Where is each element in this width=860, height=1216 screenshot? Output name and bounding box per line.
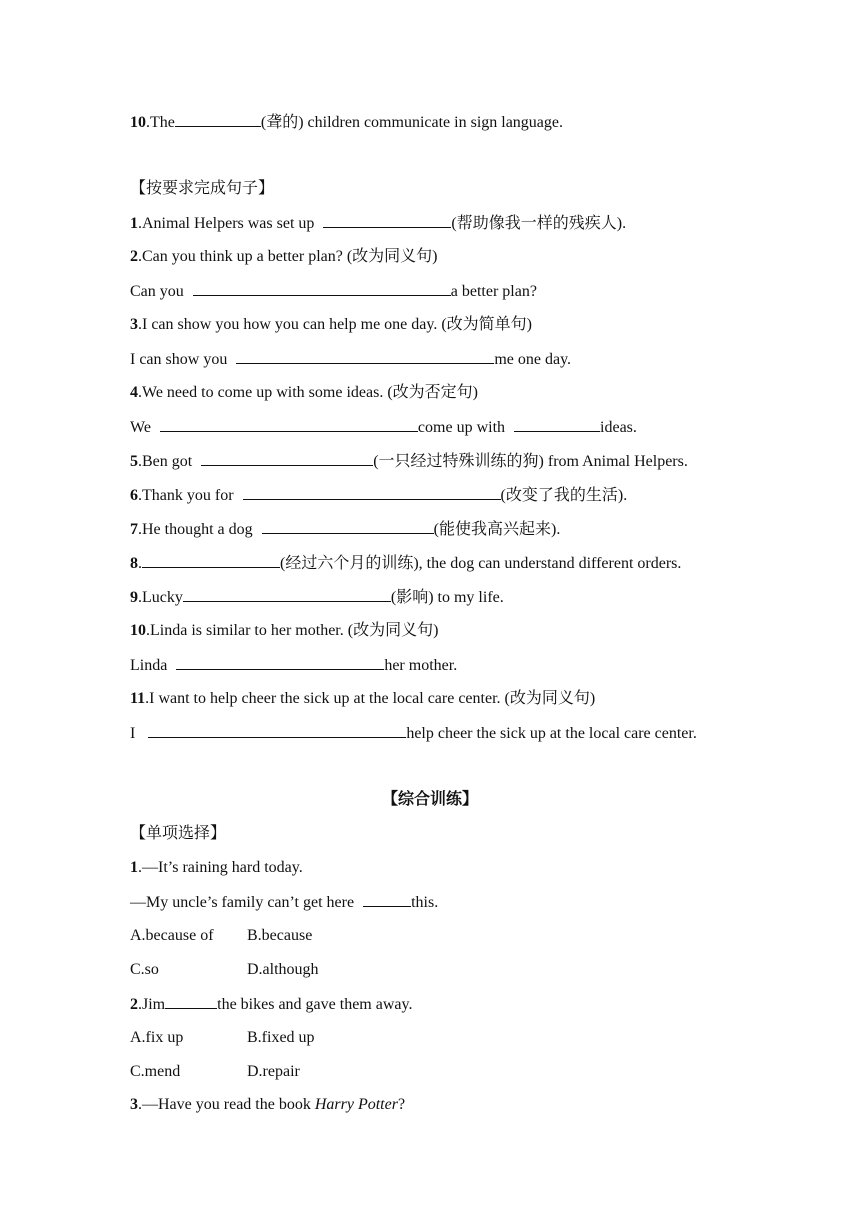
question-text: Linda (130, 657, 172, 674)
question-number: 10 (130, 622, 146, 639)
answer-blank[interactable] (183, 586, 391, 602)
question-text: (聋的) children communicate in sign language. (260, 114, 564, 131)
complete-item-2-answer (130, 280, 537, 302)
question-number: 2 (130, 996, 138, 1013)
question-number: 3 (130, 316, 138, 333)
question-text: .—Have you read the book (138, 1096, 315, 1113)
question-number: 10 (130, 114, 146, 131)
question-number: 11 (130, 690, 146, 707)
question-text: the bikes and gave them away. (217, 996, 413, 1013)
complete-item-9 (130, 586, 504, 608)
question-text: .Can you think up a better plan? (改为同义句) (138, 248, 438, 265)
question-text: .Animal Helpers was set up (138, 215, 319, 232)
question-text: . (138, 555, 142, 572)
question-number: 2 (130, 248, 138, 265)
mc-q1-options-row-2 (130, 959, 319, 981)
complete-item-10-answer (130, 654, 457, 676)
question-number: 1 (130, 215, 138, 232)
question-number: 4 (130, 384, 138, 401)
question-number: 9 (130, 589, 138, 606)
answer-blank[interactable] (323, 212, 451, 228)
question-text: (一只经过特殊训练的狗) from Animal Helpers. (373, 453, 688, 470)
question-text: .I want to help cheer the sick up at the local care center. (改为同义句) (145, 690, 596, 707)
question-text: (影响) to my life. (390, 589, 504, 606)
question-text: (帮助像我一样的残疾人). (451, 215, 627, 232)
answer-blank[interactable] (363, 891, 411, 907)
question-text: .The (146, 114, 175, 131)
question-number: 5 (130, 453, 138, 470)
answer-blank[interactable] (160, 416, 418, 432)
answer-blank[interactable] (193, 280, 451, 296)
question-text: .I can show you how you can help me one day. (改为简单句) (138, 316, 532, 333)
option-a[interactable]: A.fix up (130, 1029, 184, 1046)
mc-question-2 (130, 993, 412, 1015)
answer-blank[interactable] (236, 348, 494, 364)
answer-blank[interactable] (142, 552, 280, 568)
question-text: help cheer the sick up at the local care center. (406, 725, 697, 742)
question-text: ? (397, 1096, 406, 1113)
mc-question-1-reply (130, 891, 438, 913)
question-number: 6 (130, 487, 138, 504)
answer-blank[interactable] (243, 484, 501, 500)
answer-blank[interactable] (514, 416, 600, 432)
question-text: .—It’s raining hard today. (138, 859, 303, 876)
answer-blank[interactable] (262, 518, 434, 534)
complete-item-3 (130, 314, 532, 336)
question-text: We (130, 419, 155, 436)
book-title: Harry Potter (314, 1096, 398, 1113)
question-text: —My uncle’s family can’t get here (130, 894, 359, 911)
question-text: a better plan? (450, 283, 537, 300)
complete-item-11-answer (130, 722, 697, 744)
answer-blank[interactable] (176, 654, 384, 670)
section-heading-comprehensive: 【综合训练】 (381, 791, 478, 808)
option-b[interactable]: B.fixed up (247, 1029, 315, 1046)
complete-item-10 (130, 620, 438, 642)
question-text: I (130, 725, 140, 742)
question-text: (能使我高兴起来). (433, 521, 561, 538)
option-d[interactable]: D.repair (247, 1063, 300, 1080)
complete-item-11 (130, 688, 595, 710)
complete-item-1 (130, 212, 626, 234)
question-text: come up with (417, 419, 510, 436)
question-number: 7 (130, 521, 138, 538)
question-text: her mother. (384, 657, 458, 674)
complete-item-4 (130, 382, 478, 404)
question-number: 3 (130, 1096, 138, 1113)
complete-item-7 (130, 518, 560, 540)
complete-item-5 (130, 450, 688, 472)
answer-blank[interactable] (175, 111, 261, 127)
question-text: .Ben got (138, 453, 197, 470)
complete-item-6 (130, 484, 627, 506)
complete-item-3-answer (130, 348, 571, 370)
mc-question-1 (130, 857, 303, 879)
complete-item-4-answer (130, 416, 637, 438)
option-c[interactable]: C.so (130, 961, 159, 978)
answer-blank[interactable] (148, 722, 406, 738)
complete-item-8 (130, 552, 681, 574)
answer-blank[interactable] (201, 450, 373, 466)
question-text: .Jim (138, 996, 166, 1013)
question-text: me one day. (494, 351, 572, 368)
question-text: I can show you (130, 351, 232, 368)
option-c[interactable]: C.mend (130, 1063, 181, 1080)
question-text: (经过六个月的训练), the dog can understand different orders. (280, 555, 682, 572)
question-text: .Lucky (138, 589, 183, 606)
question-text: .Linda is similar to her mother. (改为同义句) (146, 622, 439, 639)
complete-item-2 (130, 246, 438, 268)
question-text: ideas. (600, 419, 637, 436)
mc-question-3 (130, 1094, 405, 1116)
question-text: .We need to come up with some ideas. (改为否定句) (138, 384, 478, 401)
option-a[interactable]: A.because of (130, 927, 214, 944)
question-text: Can you (130, 283, 188, 300)
question-10-deaf (130, 111, 563, 133)
question-text: .He thought a dog (138, 521, 257, 538)
question-text: this. (411, 894, 439, 911)
question-number: 1 (130, 859, 138, 876)
mc-q2-options-row-1 (130, 1027, 315, 1049)
section-heading-single-choice: 【单项选择】 (130, 825, 227, 842)
mc-q2-options-row-2 (130, 1061, 300, 1083)
option-d[interactable]: D.although (247, 961, 319, 978)
question-number: 8 (130, 555, 138, 572)
section-heading-complete-sentences: 【按要求完成句子】 (130, 180, 275, 197)
option-b[interactable]: B.because (247, 927, 313, 944)
question-text: .Thank you for (138, 487, 238, 504)
answer-blank[interactable] (165, 993, 217, 1009)
mc-q1-options-row-1 (130, 925, 312, 947)
question-text: (改变了我的生活). (500, 487, 628, 504)
